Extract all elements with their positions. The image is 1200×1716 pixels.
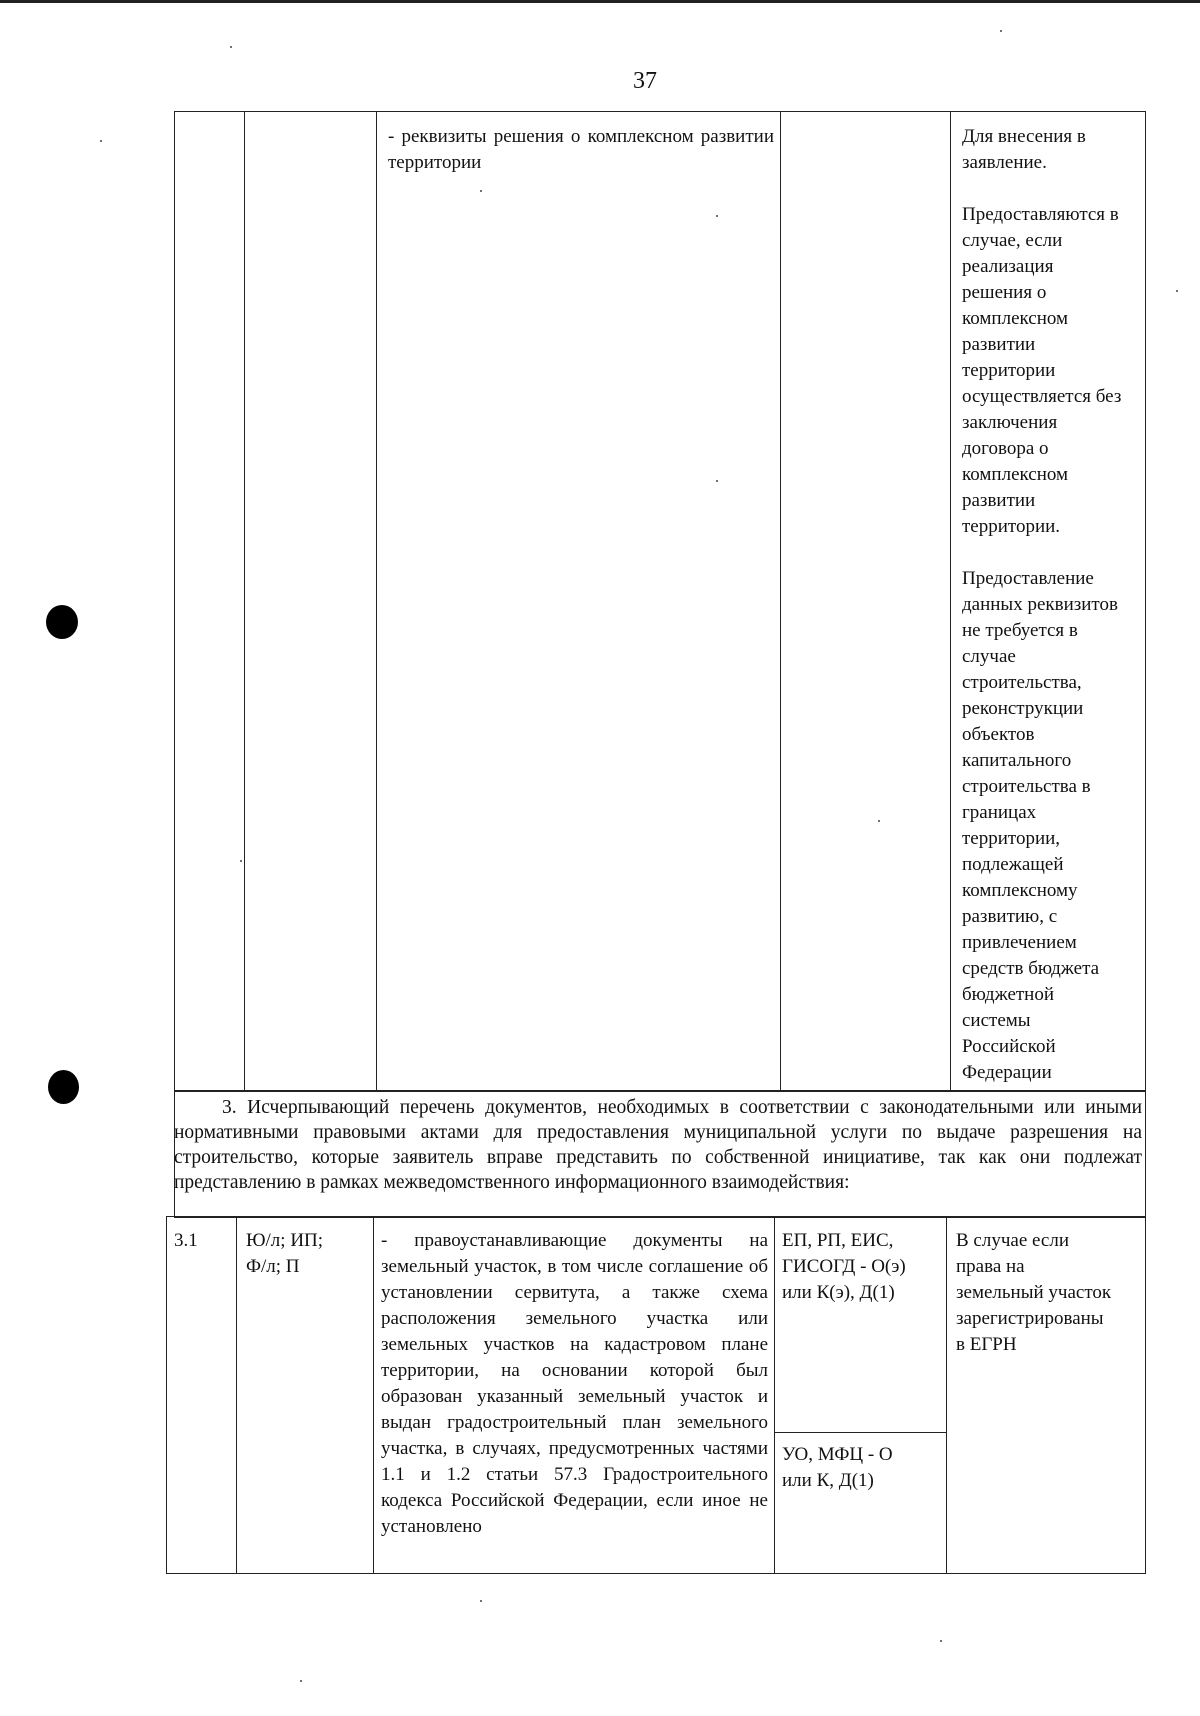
column-divider [376,111,377,1092]
scan-speck [480,190,482,192]
page-number: 37 [633,68,657,94]
scan-speck [1176,290,1178,292]
scan-speck [716,480,718,482]
section-3-heading: 3. Исчерпывающий перечень документов, необходимых в соответствии с законодательными или иными нормативными правовыми актами для предоставления муниципальной услуги по выдаче разрешения на строительство, которые заявитель вправе представить по собственной инициативе, так как они подлежат представлению в рамках межведомственного информационного взаимодействия: [174,1097,1142,1193]
scan-speck [240,860,242,862]
column-divider [780,111,781,1092]
documents-cell: - правоустанавливающие документы на земельный участок, в том числе соглашение об установлении сервитута, а также схема расположения земельного участка или земельных участков на кадастровом плане территории, на основании которой был образован указанный земельный участок и выдан градостроительный план земельного участка, в случаях, предусмотренных частями 1.1 и 1.2 статьи 57.3 Градостроительного кодекса Российской Федерации, если иное не установлено [381,1230,768,1537]
scan-speck [878,820,880,822]
applicants-cell: Ю/л; ИП; Ф/л; П [246,1230,324,1277]
channels-cell-mfc: УО, МФЦ - О или К, Д(1) [782,1444,893,1491]
scan-speck [230,46,232,48]
row-number: 3.1 [174,1230,198,1251]
documents-cell: - реквизиты решения о комплексном развитии территории [388,126,774,173]
scan-speck [300,1680,302,1682]
channels-cell: ЕП, РП, ЕИС, ГИСОГД - О(э) или К(э), Д(1) [782,1230,906,1303]
notes-cell: Для внесения в заявление. Предоставляются в случае, если реализация решения о комплексном развитии территории осуществляется без заключения договора о комплексном развитии территории. Предоставление данных реквизитов не требуется в случае строительства, реконструкции объектов капитального строительства в границах территории, подлежащей комплексному развитию, с привлечением средств бюджета бюджетной системы Российской Федерации [962,126,1122,1083]
column-divider [950,111,951,1092]
column-divider [774,1216,775,1574]
scan-speck [100,140,102,142]
notes-cell: В случае если права на земельный участок зарегистрированы в ЕГРН [956,1230,1112,1355]
column-divider [244,111,245,1092]
punch-hole [46,605,78,639]
scan-speck [1000,30,1002,32]
column-divider [236,1216,237,1574]
column-divider [946,1216,947,1574]
punch-hole [48,1070,79,1104]
scan-top-edge [0,0,1200,3]
scan-speck [940,1640,942,1642]
scan-speck [480,1600,482,1602]
column-divider [373,1216,374,1574]
cell-divider [774,1432,946,1433]
scan-speck [716,215,718,217]
